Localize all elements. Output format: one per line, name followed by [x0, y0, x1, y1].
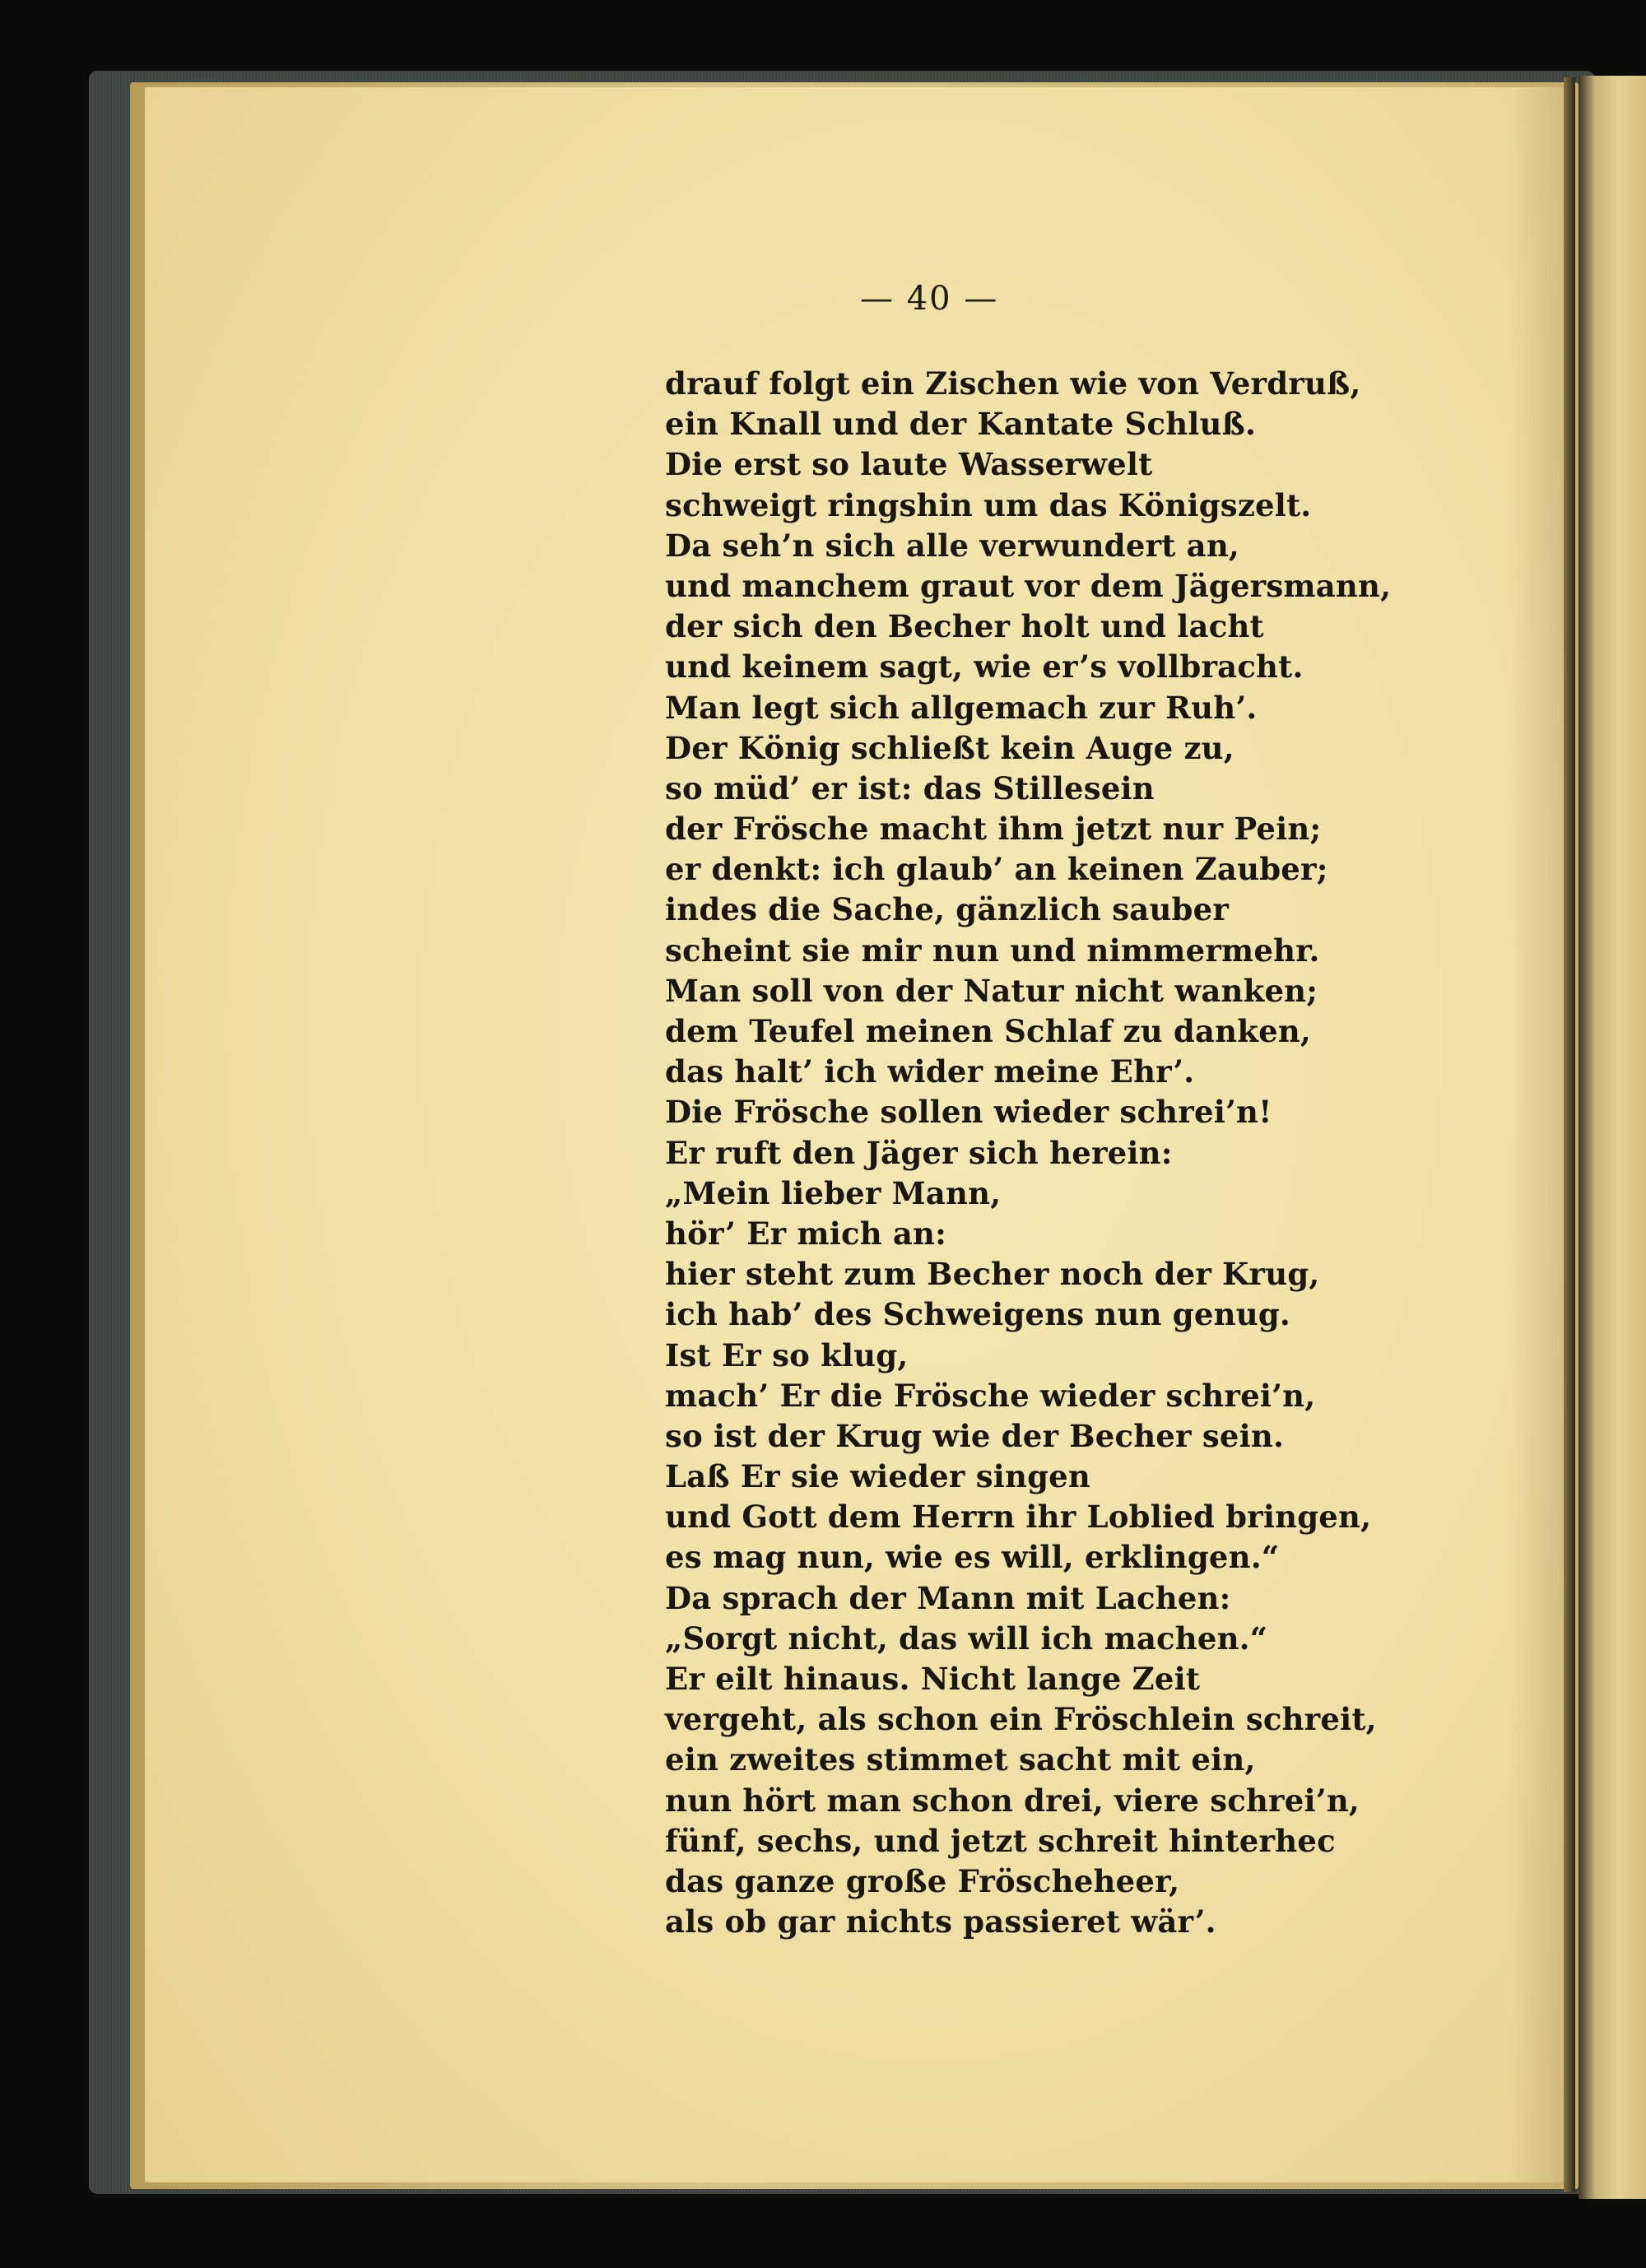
page-number: — 40 — [860, 280, 999, 318]
poem-line: mach’ Er die Frösche wieder schrei’n, [665, 1377, 1316, 1414]
poem-line: scheint sie mir nun und nimmermehr. [665, 932, 1320, 969]
poem-line: und Gott dem Herrn ihr Loblied bringen, [665, 1499, 1372, 1536]
poem-line: ein Knall und der Kantate Schluß. [665, 406, 1257, 443]
poem-line: Ist Er so klug, [665, 1336, 909, 1373]
poem-line: nun hört man schon drei, viere schrei’n, [665, 1782, 1360, 1819]
poem-line: Er ruft den Jäger sich herein: [665, 1134, 1173, 1171]
poem-line: Da sprach der Mann mit Lachen: [665, 1579, 1231, 1616]
poem-line: dem Teufel meinen Schlaf zu danken, [665, 1013, 1312, 1049]
poem-line: ein zweites stimmet sacht mit ein, [665, 1741, 1256, 1778]
poem-line: indes die Sache, gänzlich sauber [665, 891, 1230, 928]
poem-line: Man soll von der Natur nicht wanken; [665, 972, 1318, 1009]
poem-line: das halt’ ich wider meine Ehr’. [665, 1053, 1195, 1090]
poem-line: als ob gar nichts passieret wär’. [665, 1903, 1216, 1940]
poem-line: es mag nun, wie es will, erklingen.“ [665, 1539, 1280, 1576]
poem-line: und manchem graut vor dem Jägersmann, [665, 567, 1392, 604]
poem-line: vergeht, als schon ein Fröschlein schreit, [665, 1701, 1377, 1738]
poem-line: fünf, sechs, und jetzt schreit hinterhec [665, 1822, 1336, 1859]
page-gutter [1564, 77, 1575, 2192]
poem-line: hier steht zum Becher noch der Krug, [665, 1256, 1320, 1293]
poem-line: so müd’ er ist: das Stillesein [665, 769, 1155, 806]
poem-line: „Sorgt nicht, das will ich machen.“ [665, 1620, 1268, 1657]
poem-line: ich hab’ des Schweigens nun genug. [665, 1296, 1290, 1333]
poem-line: Man legt sich allgemach zur Ruh’. [665, 689, 1258, 726]
poem-line: „Mein lieber Mann, [665, 1174, 1002, 1211]
poem-line: der Frösche macht ihm jetzt nur Pein; [665, 811, 1322, 848]
poem-line: Da seh’n sich alle verwundert an, [665, 527, 1240, 564]
poem-line: das ganze große Fröscheheer, [665, 1862, 1180, 1899]
poem-line: Laß Er sie wieder singen [665, 1458, 1091, 1495]
poem-line: und keinem sagt, wie er’s vollbracht. [665, 648, 1304, 686]
next-page-edge [1579, 76, 1646, 2199]
poem-line: Er eilt hinaus. Nicht lange Zeit [665, 1661, 1201, 1697]
poem-line: hör’ Er mich an: [665, 1215, 947, 1252]
poem-text [665, 364, 1391, 1942]
poem-line: Die erst so laute Wasserwelt [665, 446, 1153, 483]
poem-line: Die Frösche sollen wieder schrei’n! [665, 1094, 1272, 1131]
poem-line: schweigt ringshin um das Königszelt. [665, 486, 1312, 523]
poem-line: so ist der Krug wie der Becher sein. [665, 1417, 1285, 1454]
poem-line: er denkt: ich glaub’ an keinen Zauber; [665, 851, 1328, 888]
poem-line: drauf folgt ein Zischen wie von Verdruß, [665, 365, 1361, 402]
poem-line: Der König schließt kein Auge zu, [665, 729, 1234, 766]
poem-line: der sich den Becher holt und lacht [665, 608, 1264, 645]
